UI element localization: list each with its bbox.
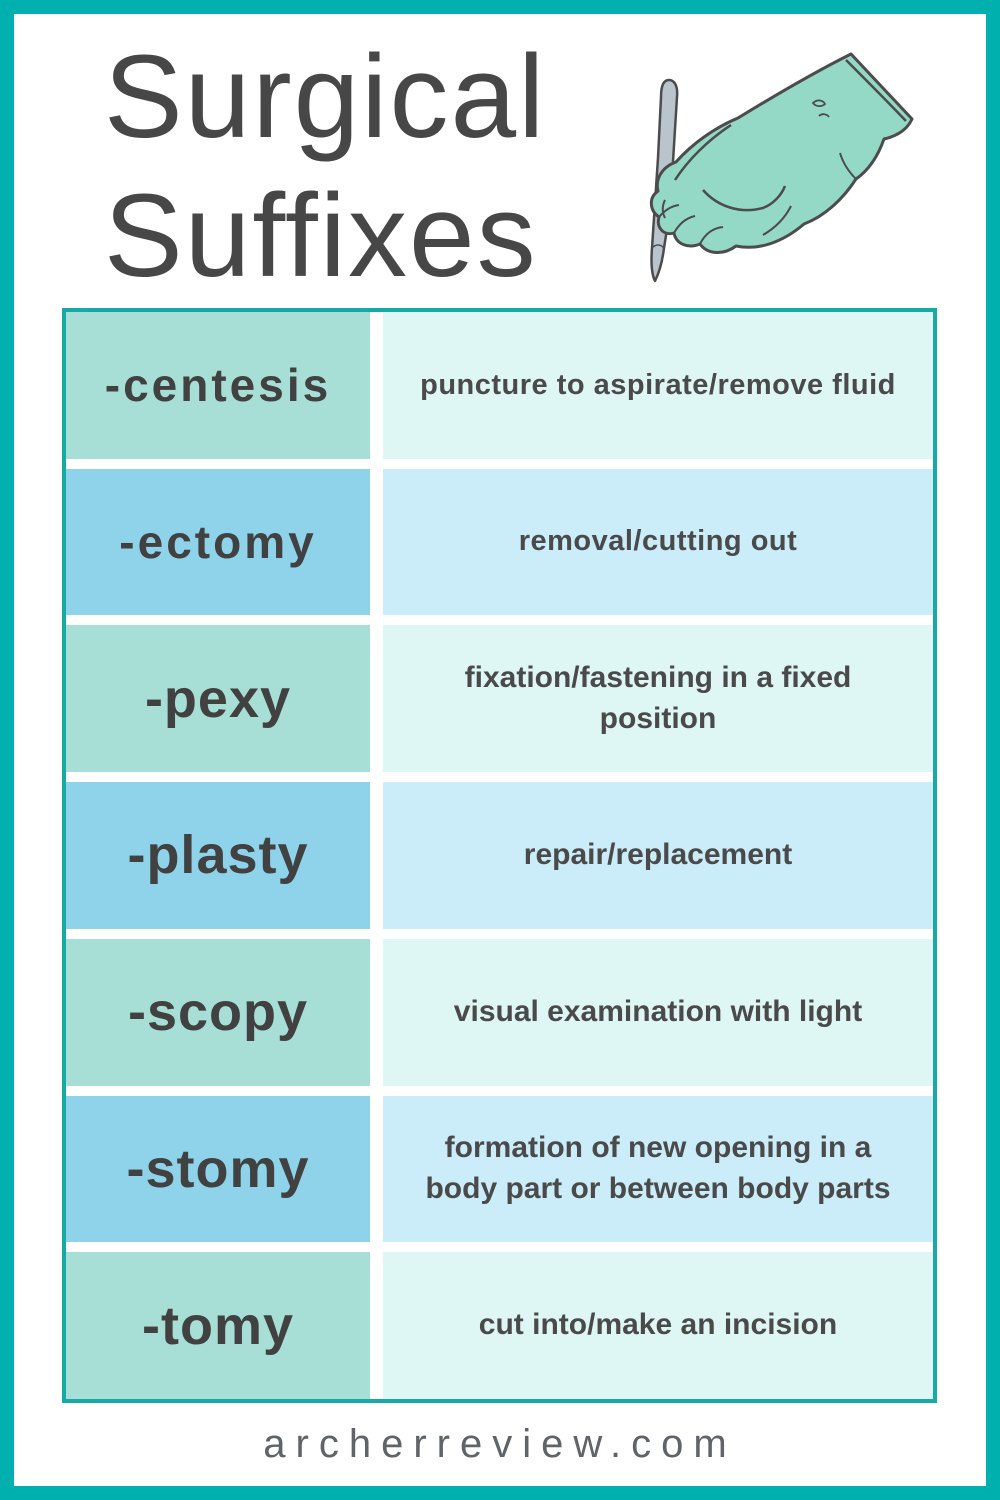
definition-cell bbox=[383, 312, 933, 459]
gloved-hand-scalpel-illustration bbox=[612, 40, 964, 290]
definition-text: formation of new opening in a body part or between body parts bbox=[425, 1131, 891, 1205]
page-title-line1: Surgical bbox=[104, 31, 547, 163]
table-row-tomy bbox=[66, 1252, 933, 1399]
definition-cell bbox=[383, 1252, 933, 1399]
glove-icon bbox=[651, 54, 912, 253]
definition-text: fixation/fastening in a fixed position bbox=[464, 661, 852, 735]
suffix-label: -pexy bbox=[144, 668, 292, 729]
suffix-cell bbox=[66, 625, 370, 772]
suffix-cell bbox=[66, 469, 370, 616]
definition-text: cut into/make an incision bbox=[478, 1308, 838, 1342]
table-row-scopy bbox=[66, 939, 933, 1086]
definition-text: removal/cutting out bbox=[518, 525, 798, 558]
suffix-label: -stomy bbox=[126, 1138, 310, 1199]
definition-text: puncture to aspirate/remove fluid bbox=[420, 368, 896, 401]
table-row-plasty bbox=[66, 782, 933, 929]
table-row-pexy bbox=[66, 625, 933, 772]
definition-cell bbox=[383, 469, 933, 616]
suffix-cell bbox=[66, 312, 370, 459]
definition-text: visual examination with light bbox=[453, 994, 863, 1028]
page-title bbox=[104, 28, 546, 306]
suffix-label: -ectomy bbox=[119, 516, 317, 569]
definition-text: repair/replacement bbox=[523, 838, 793, 872]
definition-cell bbox=[383, 939, 933, 1086]
suffix-label: -scopy bbox=[127, 982, 309, 1043]
table-row-ectomy bbox=[66, 469, 933, 616]
suffix-cell bbox=[66, 939, 370, 1086]
definition-cell bbox=[383, 782, 933, 929]
suffix-table bbox=[62, 308, 937, 1403]
suffix-label: -tomy bbox=[142, 1295, 294, 1356]
suffix-cell bbox=[66, 1096, 370, 1243]
suffix-cell bbox=[66, 782, 370, 929]
table-row-centesis bbox=[66, 312, 933, 459]
definition-cell bbox=[383, 625, 933, 772]
suffix-label: -plasty bbox=[127, 825, 309, 886]
table-row-stomy bbox=[66, 1096, 933, 1243]
suffix-label: -centesis bbox=[104, 359, 332, 412]
website-url: archerreview.com bbox=[263, 1422, 737, 1466]
suffix-cell bbox=[66, 1252, 370, 1399]
page-title-line2: Suffixes bbox=[104, 170, 538, 303]
definition-cell bbox=[383, 1096, 933, 1243]
